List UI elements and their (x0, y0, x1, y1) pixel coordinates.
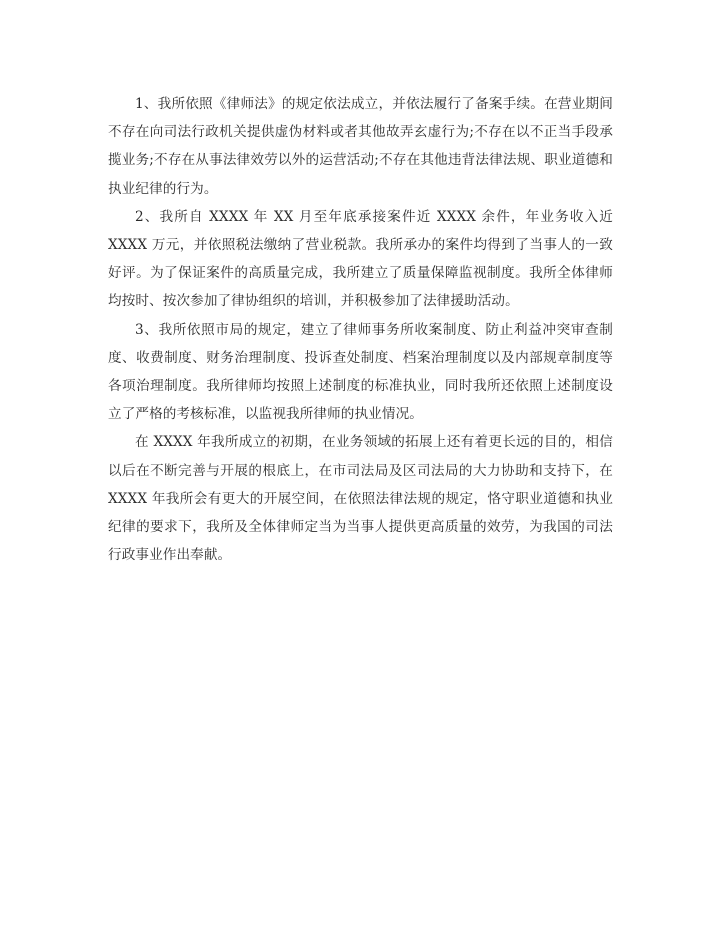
paragraph-4: 在 XXXX 年我所成立的初期，在业务领域的拓展上还有着更长远的目的，相信以后在不断完善与开展的根底上，在市司法局及区司法局的大力协助和支持下，在 XXXX 年我所会有更大的开展空间，在依照法律法规的规定，恪守职业道德和执业纪律的要求下，我所及全体律师定当为当事人提供更高质量的效劳，为我国的司法行政事业作出奉献。 (108, 434, 613, 564)
document-body (108, 90, 613, 569)
paragraph-2: 2、我所自 XXXX 年 XX 月至年底承接案件近 XXXX 余件，年业务收入近 XXXX 万元，并依照税法缴纳了营业税款。我所承办的案件均得到了当事人的一致好评。为了保证案件的高质量完成，我所建立了质量保障监视制度。我所全体律师均按时、按次参加了律协组织的培训，并积极参加了法律援助活动。 (108, 208, 613, 310)
paragraph-3: 3、我所依照市局的规定，建立了律师事务所收案制度、防止利益冲突审查制度、收费制度、财务治理制度、投诉查处制度、档案治理制度以及内部规章制度等各项治理制度。我所律师均按照上述制度的标准执业，同时我所还依照上述制度设立了严格的考核标准，以监视我所律师的执业情况。 (108, 321, 613, 423)
paragraph-1: 1、我所依照《律师法》的规定依法成立，并依法履行了备案手续。在营业期间不存在向司法行政机关提供虚伪材料或者其他故弄玄虚行为;不存在以不正当手段承揽业务;不存在从事法律效劳以外的运营活动;不存在其他违背法律法规、职业道德和执业纪律的行为。 (108, 96, 613, 197)
